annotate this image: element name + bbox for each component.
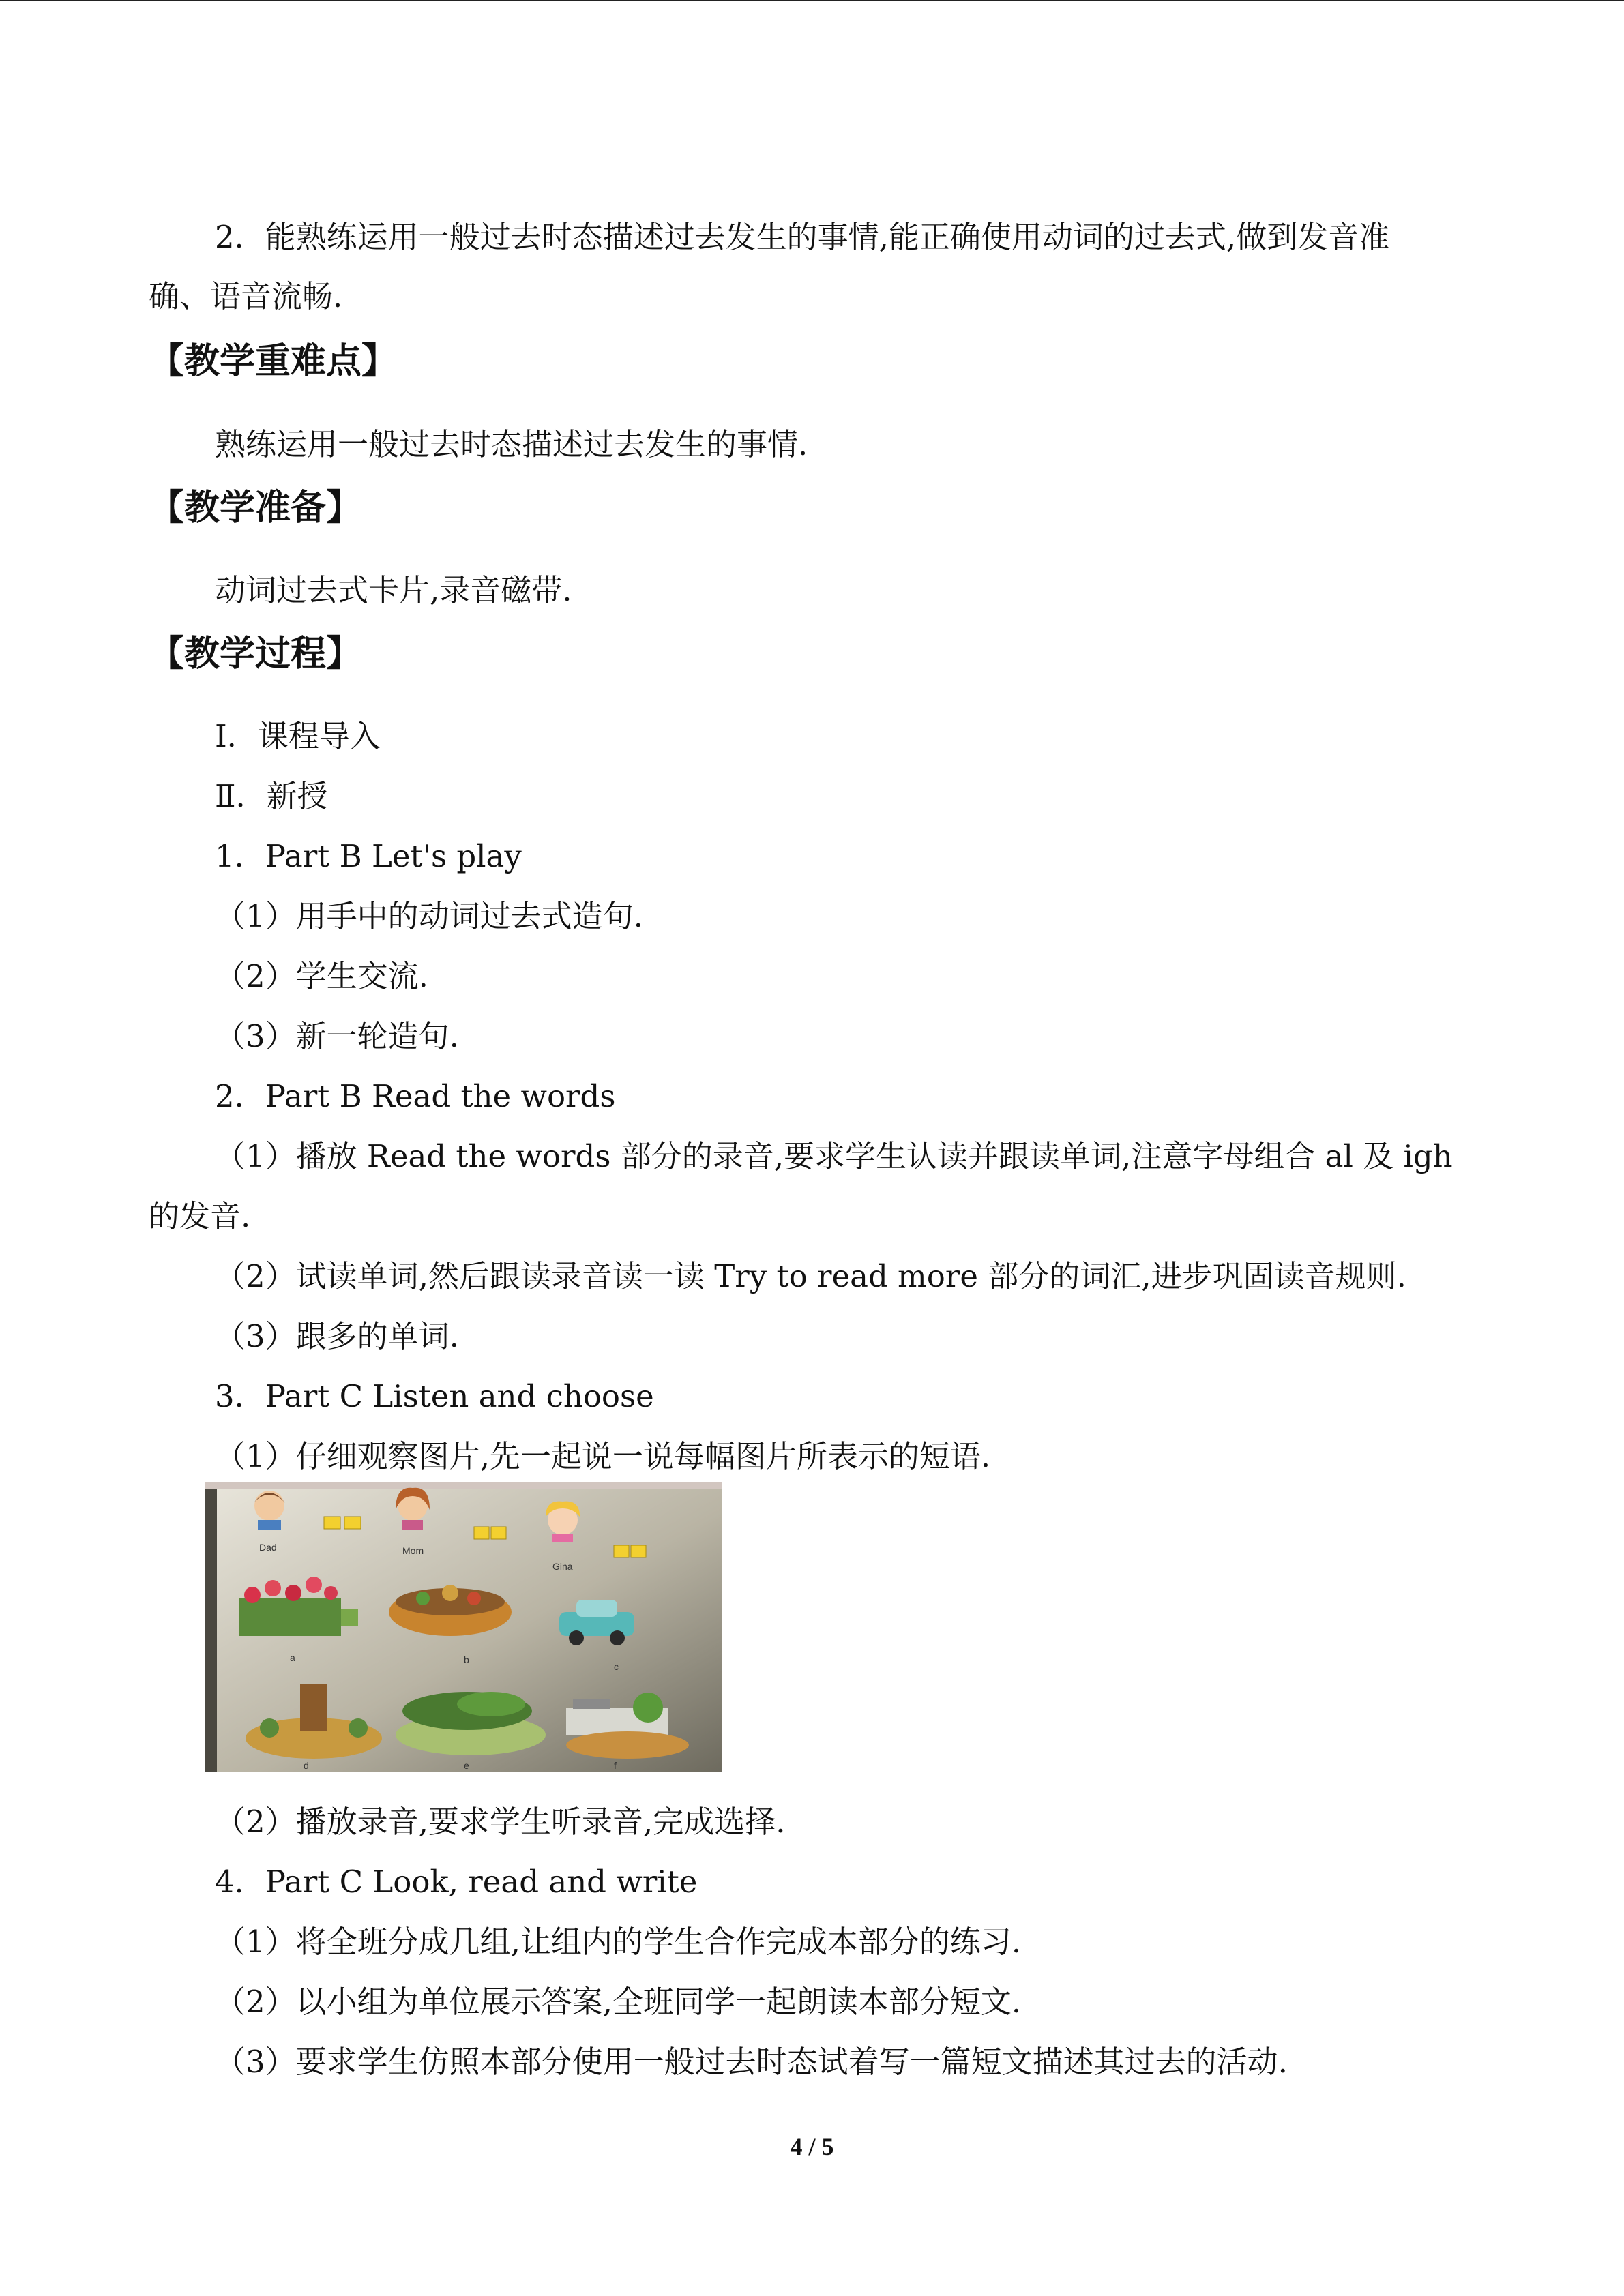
label-d: d — [304, 1760, 309, 1771]
part4-item-b: （2）以小组为单位展示答案,全班同学一起朗读本部分短文. — [215, 1984, 1022, 2020]
label-c: c — [614, 1661, 619, 1672]
part3-item-a: （1）仔细观察图片,先一起说一说每幅图片所表示的短语. — [215, 1438, 991, 1474]
step-1: Ⅰ．课程导入 — [215, 718, 381, 754]
picture-e-hedge — [396, 1692, 546, 1755]
difficulty-text: 熟练运用一般过去时态描述过去发生的事情. — [215, 426, 808, 462]
dad-avatar — [254, 1491, 285, 1530]
part1-item-c: （3）新一轮造句. — [215, 1018, 459, 1054]
heading-prep: 【教学准备】 — [149, 488, 362, 528]
label-dad: Dad — [259, 1542, 277, 1553]
checkbox-dad-1 — [324, 1517, 340, 1529]
label-e: e — [464, 1760, 469, 1771]
textbook-photo — [205, 1482, 722, 1772]
part2-title: 2．Part B Read the words — [215, 1078, 616, 1114]
label-mom: Mom — [402, 1545, 424, 1556]
heading-process: 【教学过程】 — [149, 633, 362, 674]
part2-item-a-line1: （1）播放 Read the words 部分的录音,要求学生认读并跟读单词,注意字母组合 al 及 igh — [215, 1138, 1453, 1174]
checkbox-mom-2 — [491, 1527, 506, 1539]
checkbox-dad-2 — [344, 1517, 361, 1529]
checkbox-gina-1 — [614, 1545, 629, 1557]
part3-item-b: （2）播放录音,要求学生听录音,完成选择. — [215, 1804, 786, 1840]
part1-item-a: （1）用手中的动词过去式造句. — [215, 898, 643, 934]
page-number: 4 / 5 — [790, 2133, 834, 2160]
part2-item-a-line2: 的发音. — [149, 1198, 251, 1234]
part2-item-b: （2）试读单词,然后跟读录音读一读 Try to read more 部分的词汇,进步巩固读音规则. — [215, 1258, 1406, 1294]
step-2: Ⅱ．新授 — [215, 778, 328, 814]
part1-title: 1．Part B Let's play — [215, 838, 522, 874]
prep-text: 动词过去式卡片,录音磁带. — [215, 572, 572, 608]
part2-item-c: （3）跟多的单词. — [215, 1318, 459, 1354]
item2-line1: 2．能熟练运用一般过去时态描述过去发生的事情,能正确使用动词的过去式,做到发音准 — [215, 219, 1390, 255]
label-b: b — [464, 1654, 469, 1665]
label-a: a — [290, 1652, 295, 1663]
item2-line2: 确、语音流畅. — [149, 278, 343, 314]
checkbox-mom-1 — [474, 1527, 489, 1539]
heading-difficulty: 【教学重难点】 — [149, 341, 398, 382]
part3-title: 3．Part C Listen and choose — [215, 1378, 654, 1414]
label-f: f — [614, 1760, 617, 1771]
part4-item-a: （1）将全班分成几组,让组内的学生合作完成本部分的练习. — [215, 1924, 1022, 1960]
part4-title: 4．Part C Look, read and write — [215, 1864, 698, 1900]
part4-item-c: （3）要求学生仿照本部分使用一般过去时态试着写一篇短文描述其过去的活动. — [215, 2044, 1288, 2080]
label-gina: Gina — [552, 1561, 573, 1572]
part1-item-b: （2）学生交流. — [215, 958, 428, 994]
checkbox-gina-2 — [631, 1545, 646, 1557]
